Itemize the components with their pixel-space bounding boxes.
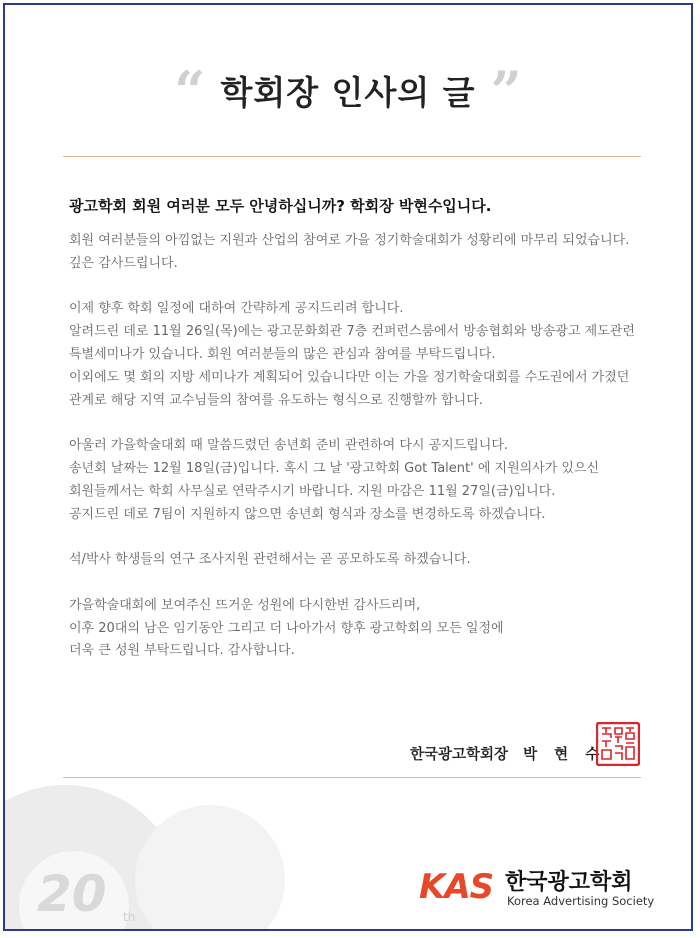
bottom-divider (63, 777, 641, 778)
page-title: 학회장 인사의 글 (220, 73, 476, 112)
body-line: 이제 향후 학회 일정에 대하여 간략하게 공지드리려 합니다. (69, 301, 404, 317)
title-block (5, 58, 691, 123)
greeting-line: 광고학회 회원 여러분 모두 안녕하십니까? 학회장 박현수입니다. (69, 197, 492, 215)
anniversary-number: 20 (37, 865, 107, 923)
body-line: 송년회 날짜는 12월 18일(금)입니다. 혹시 그 날 '광고학회 Got Talent' 에 지원의사가 있으신 (69, 460, 600, 476)
body-line: 공지드린 데로 7팀이 지원하지 않으면 송년회 형식과 장소를 변경하도록 하겠습니다. (69, 506, 546, 522)
body-line: 가을학술대회에 보여주신 뜨거운 성원에 다시한번 감사드리며, (69, 597, 421, 613)
anniversary-suffix: th (123, 910, 136, 924)
seal-stamp-icon (596, 722, 640, 766)
open-quote-icon: “ (174, 58, 206, 123)
body-line: 특별세미나가 있습니다. 회원 여러분들의 많은 관심과 참여를 부탁드립니다. (69, 346, 496, 362)
signature-name: 박 현 수 (523, 747, 606, 763)
body-line: 회원들께서는 학회 사무실로 연락주시기 바랍니다. 지원 마감은 11월 27일(금)입니다. (69, 483, 556, 499)
body-line: 관계로 해당 지역 교수님들의 참여를 유도하는 형식으로 진행할까 합니다. (69, 392, 483, 408)
body-line: 석/박사 학생들의 연구 조사지원 관련해서는 곧 공모하도록 하겠습니다. (69, 552, 471, 568)
logo-english-name: Korea Advertising Society (507, 894, 655, 908)
paragraph-gap (69, 412, 659, 435)
body-line: 더욱 큰 성원 부탁드립니다. 감사합니다. (69, 643, 295, 659)
paragraph-gap (69, 572, 659, 595)
top-divider (63, 156, 641, 157)
close-quote-icon: ” (490, 58, 522, 123)
body-line: 회원 여러분들의 아낌없는 지원과 산업의 참여로 가을 정기학술대회가 성황리에 마무리 되었습니다. (69, 233, 630, 248)
body-line: 깊은 감사드립니다. (69, 255, 178, 271)
signature (410, 743, 605, 764)
decor-circle-small (135, 805, 285, 931)
paragraph-gap (69, 276, 659, 299)
signature-title: 한국광고학회장 (410, 747, 509, 763)
kas-logo-mark: KAS (419, 867, 494, 907)
body-line: 아울러 가을학술대회 때 말씀드렸던 송년회 준비 관련하여 다시 공지드립니다. (69, 438, 509, 454)
letter-body (69, 230, 659, 663)
letter-page (3, 3, 693, 931)
logo-korean-name: 한국광고학회 (505, 870, 633, 895)
paragraph-gap (69, 526, 659, 549)
body-line: 이후 20대의 남은 임기동안 그리고 더 나아가서 향후 광고학회의 모든 일정에 (69, 620, 504, 636)
body-line: 이외에도 몇 회의 지방 세미나가 계획되어 있습니다만 이는 가을 정기학술대회를 수도권에서 가졌던 (69, 369, 630, 385)
body-line: 알려드린 데로 11월 26일(목)에는 광고문화회관 7층 컨퍼런스룸에서 방송협회와 방송광고 제도관련 (69, 324, 635, 340)
